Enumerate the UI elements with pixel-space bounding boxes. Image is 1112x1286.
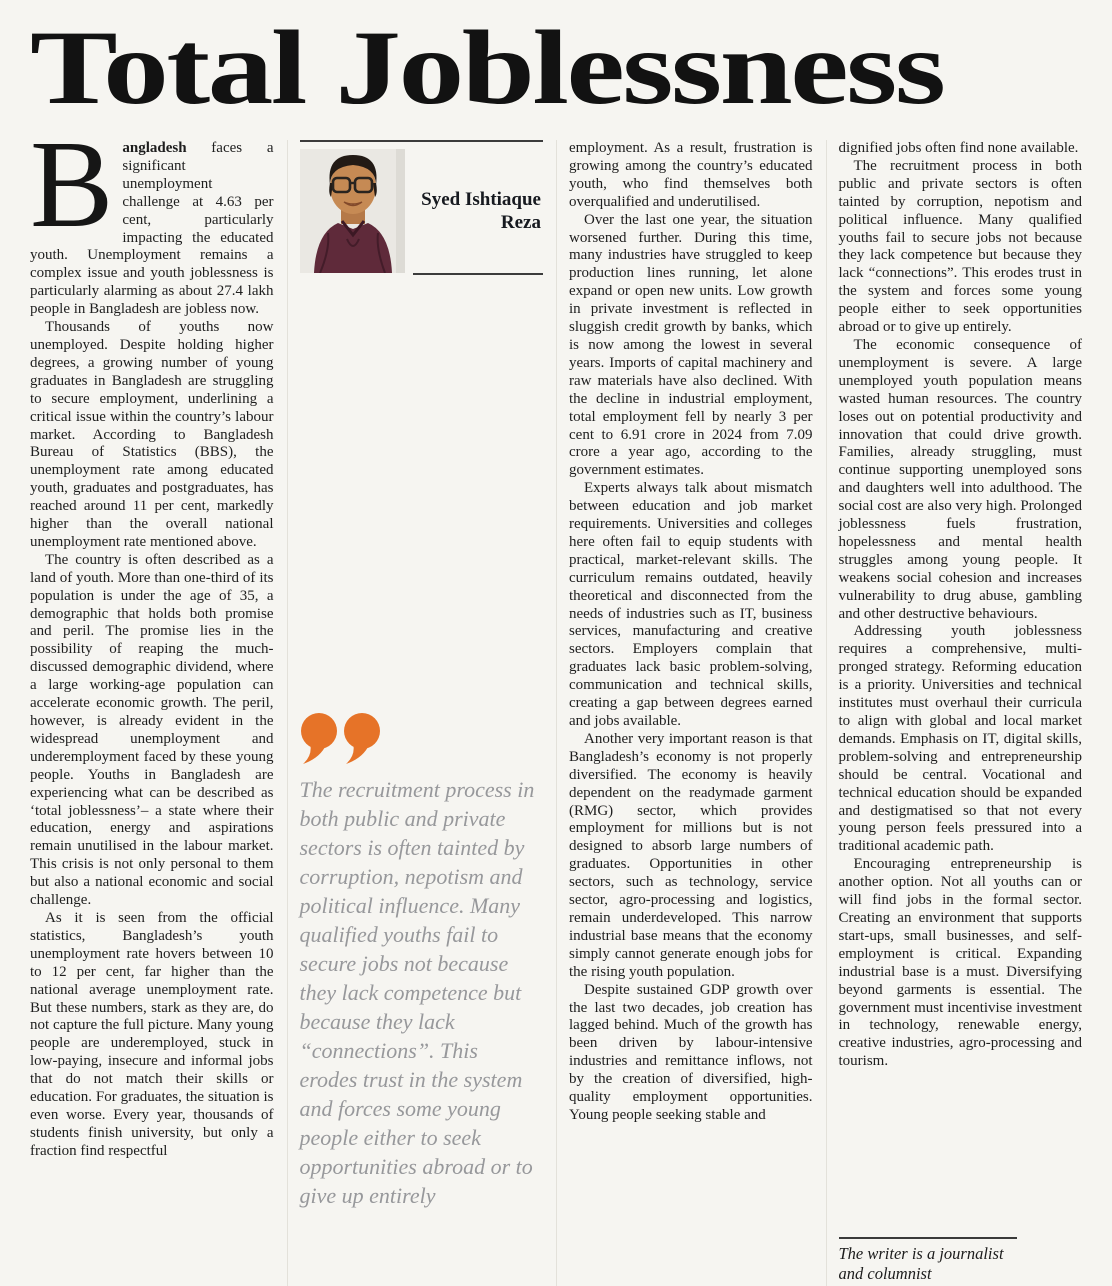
article-paragraph: The country is often described as a land of youth. More than one-third of its population is under the age of 35, a demographic that holds both promise and peril. The promise lies in the possibility of reaping the much-discussed demographic dividend, where a large working-age population can accelerate economic growth. The peril, however, is already evident in the widespread unemployment and underemployment faced by these young people. Youths in Bangladesh are experiencing what can be described as ‘total joblessness’– a state where their education, energy and aspirations remain unutilised in the labour market. This crisis is not only personal to them but also a national economic and social challenge. <box>30 551 274 909</box>
writer-note <box>839 1231 1083 1284</box>
author-name-area <box>413 149 544 275</box>
lead-word: angladesh <box>122 140 187 156</box>
article-column-4 <box>826 140 1083 1286</box>
article-paragraph <box>30 140 274 319</box>
article-paragraph: The economic consequence of unemployment is severe. A large unemployed youth population means wasted human resources. The country loses out on potential productivity and innovation that could drive growth. Families, already struggling, must continue supporting unemployed sons and daughters well into adulthood. The social cost are also very high. Prolonged joblessness fuels frustration, hopelessness and mental health struggles among young people. It weakens social cohesion and increases vulnerability to drug abuse, gambling and other destructive behaviours. <box>838 336 1082 622</box>
page-title-text: Total Joblessness <box>30 9 944 126</box>
article-paragraph: Another very important reason is that Bangladesh’s economy is not properly diversified. The economy is heavily dependent on the readymade garment (RMG) sector, which provides employment for millions but is not designed to absorb large numbers of graduates. Opportunities in other sectors, such as technology, service sector, agro-processing and logistics, remain underdeveloped. This narrow industrial base means that the economy simply cannot generate enough jobs for the rising youth population. <box>569 730 813 980</box>
article-column-2 <box>287 140 544 1286</box>
pull-quote-text: The recruitment process in both public and private sectors is often tainted by corruption, nepotism and political influence. Many qualified youths fail to secure jobs not because they lack competence but because they lack “connections”. This erodes trust in the system and forces some young people either to seek opportunities abroad or to give up entirely <box>299 777 535 1208</box>
article-paragraph: employment. As a result, frustration is growing among the country’s educated youth, who find themselves both overqualified and underutilised. <box>569 140 813 210</box>
article-paragraph: The recruitment process in both public and private sectors is often tainted by corruption, nepotism and political influence. Many qualified youths fail to secure jobs not because they lack competence but because they lack “connections”. This erodes trust in the system and forces some young people either to seek opportunities abroad or to give up entirely. <box>838 157 1082 336</box>
article-paragraph: Addressing youth joblessness requires a comprehensive, multi-pronged strategy. Reforming education is a priority. Universities and technical institutes must overhaul their curricula to align with global and local market demands. Emphasis on IT, digital skills, problem-solving and entrepreneurship should be central. Vocational and technical education should be expanded and destigmatised so that not every young person feels pressured into a traditional academic path. <box>838 623 1082 855</box>
writer-note-divider <box>839 1237 1017 1239</box>
article-columns <box>30 140 1082 1286</box>
author-name-line1: Syed Ishtiaque <box>421 189 541 210</box>
article-column-1 <box>30 140 274 1286</box>
author-photo <box>300 149 405 273</box>
quote-marks-icon <box>300 713 538 765</box>
article-paragraph: Encouraging entrepreneurship is another option. Not all youths can or will find jobs in the formal sector. Creating an environment that supports start-ups, small businesses, and self-employment is critical. Expanding industrial base is a must. Diversifying beyond garments is essential. The government must incentivise investment in technology, renewable energy, creative industries, agro-processing and tourism. <box>838 856 1082 1070</box>
page-title <box>30 9 1082 126</box>
article-paragraph: Despite sustained GDP growth over the last two decades, job creation has lagged behind. Much of the growth has been driven by labour-intensive industries and remittance inflows, not by the creation of diversified, high-quality employment opportunities. Young people seeking stable and <box>569 981 813 1123</box>
drop-cap: B <box>30 140 114 254</box>
article-paragraph: As it is seen from the official statistics, Bangladesh’s youth unemployment rate hovers between 10 to 12 per cent, far higher than the national average unemployment rate. But these numbers, stark as they are, do not capture the full picture. Many young people are underemployed, stuck in low-paying, insecure and informal jobs that do not match their skills or education. For graduates, the situation is even worse. Every year, thousands of students finish university, but only a fraction find respectful <box>30 909 274 1159</box>
article-paragraph: Experts always talk about mismatch between education and job market requirements. Universities and colleges here often fail to equip students with practical, market-relevant skills. The curriculum remains outdated, heavily theoretical and disconnected from the needs of industries such as IT, business services, manufacturing and creative sectors. Employers complain that graduates lack basic problem-solving, communication and technical skills, creating a gap between degrees earned and jobs available. <box>569 480 813 729</box>
article-column-3 <box>556 140 813 1286</box>
article-paragraph: dignified jobs often find none available. <box>838 140 1079 156</box>
author-byline-block <box>300 140 544 275</box>
author-name <box>413 188 544 234</box>
article-paragraph: Thousands of youths now unemployed. Despite holding higher degrees, a growing number of young graduates in Bangladesh are struggling to secure employment, underlining a critical issue within the country’s labour market. According to Bangladesh Bureau of Statistics (BBS), the unemployment rate among educated youth, graduates and postgraduates, has reached around 11 per cent, markedly higher than the overall national unemployment rate mentioned above. <box>30 319 274 550</box>
writer-note-text <box>839 1244 1083 1284</box>
paragraph-text: faces a significant unemployment challenge at 4.63 per cent, particularly impacting the educated youth. Unemployment remains a complex issue and youth joblessness is particularly alarming as about 27.4 lakh people in Bangladesh are jobless now. <box>30 140 274 318</box>
writer-note-line1: The writer is a journalist <box>838 1244 1004 1263</box>
writer-note-line2: and columnist <box>838 1264 932 1283</box>
pull-quote <box>300 713 544 1210</box>
author-name-line2: Reza <box>500 212 541 233</box>
article-paragraph: Over the last one year, the situation worsened further. During this time, many industries have struggled to keep production lines running, let alone expand or open new units. Low growth in private investment is reflected in sluggish credit growth by banks, which is now among the lowest in several years. Imports of capital machinery and raw materials have also declined. With the decline in industrial employment, total employment fell by nearly 3 per cent to 6.91 crore in 2024 from 7.09 crore a year ago, according to the government estimates. <box>569 211 813 479</box>
